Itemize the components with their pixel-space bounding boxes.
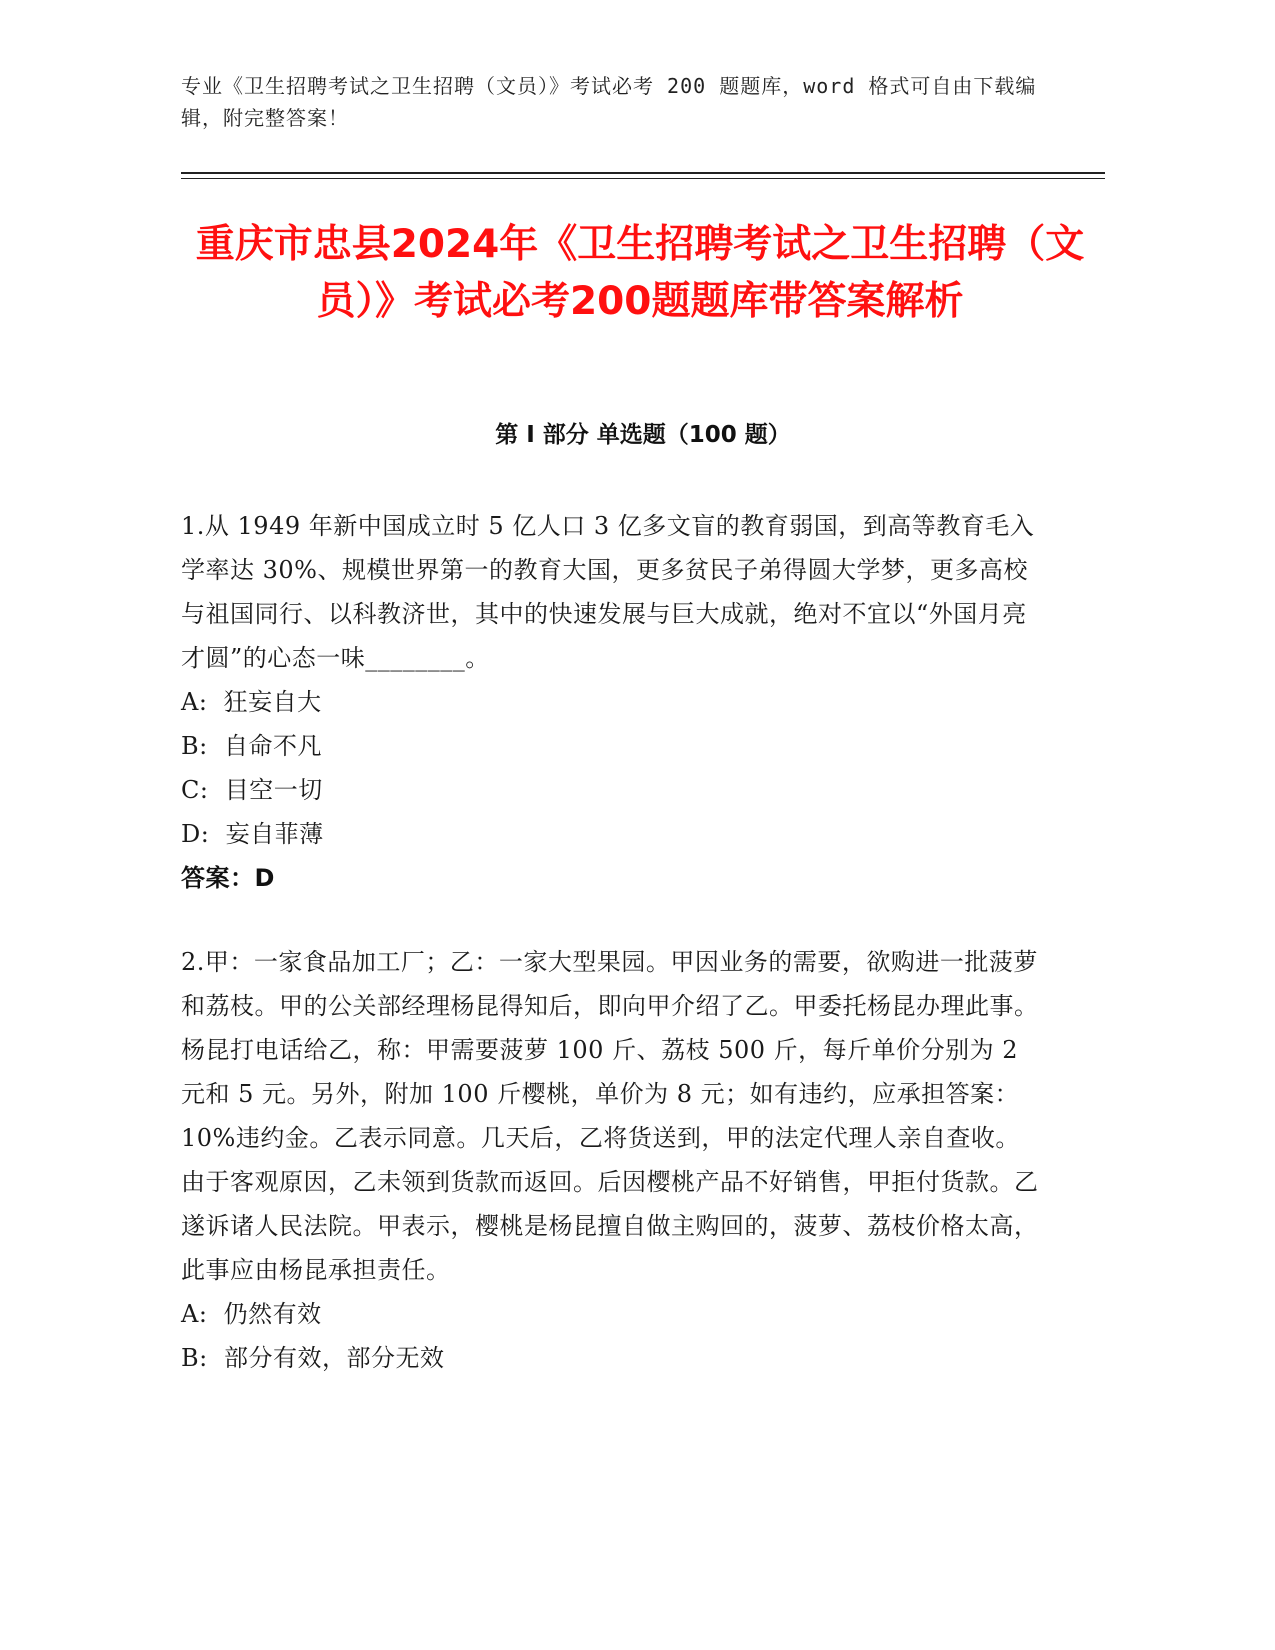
option-b: B: 部分有效，部分无效 <box>181 1344 445 1372</box>
option-c: C: 目空一切 <box>181 776 323 804</box>
header-divider-thick <box>181 172 1105 174</box>
option-a: A: 狂妄自大 <box>181 688 322 716</box>
answer-label: 答案：D <box>181 864 275 892</box>
question-stem: 2.甲：一家食品加工厂；乙：一家大型果园。甲因业务的需要，欲购进一批菠萝和荔枝。甲的公关部经理杨昆得知后，即向甲介绍了乙。甲委托杨昆办理此事。杨昆打电话给乙，称：甲需要菠萝 100 斤、荔枝 500 斤，每斤单价分别为 2 元和 5 元。另外，附加 100 斤樱桃，单价为 8 元；如有违约，应承担答案：10%违约金。乙表示同意。几天后，乙将货送到，甲的法定代理人亲自查收。由于客观原因，乙未领到货款而返回。后因樱桃产品不好销售，甲拒付货款。乙遂诉诸人民法院。甲表示，樱桃是杨昆擅自做主购回的，菠萝、荔枝价格太高，此事应由杨昆承担责任。 <box>181 948 1039 1284</box>
option-d: D: 妄自菲薄 <box>181 820 324 848</box>
section-title: 第 I 部分 单选题（100 题） <box>495 422 791 448</box>
option-b: B: 自命不凡 <box>181 732 322 760</box>
question-2 <box>181 940 1041 1380</box>
option-a: A: 仍然有效 <box>181 1300 322 1328</box>
question-stem: 1.从 1949 年新中国成立时 5 亿人口 3 亿多文盲的教育弱国，到高等教育毛入学率达 30%、规模世界第一的教育大国，更多贫民子弟得圆大学梦，更多高校与祖国同行、以科教济世，其中的快速发展与巨大成就，绝对不宜以“外国月亮才圆”的心态一味________。 <box>181 512 1035 672</box>
header-note: 专业《卫生招聘考试之卫生招聘（文员）》考试必考 200 题题库，word 格式可自由下载编辑，附完整答案！ <box>181 74 1037 130</box>
header-divider-thin <box>181 178 1105 179</box>
question-1 <box>181 504 1041 900</box>
document-title: 重庆市忠县2024年《卫生招聘考试之卫生招聘（文员）》考试必考200题题库带答案解析 <box>195 222 1085 324</box>
